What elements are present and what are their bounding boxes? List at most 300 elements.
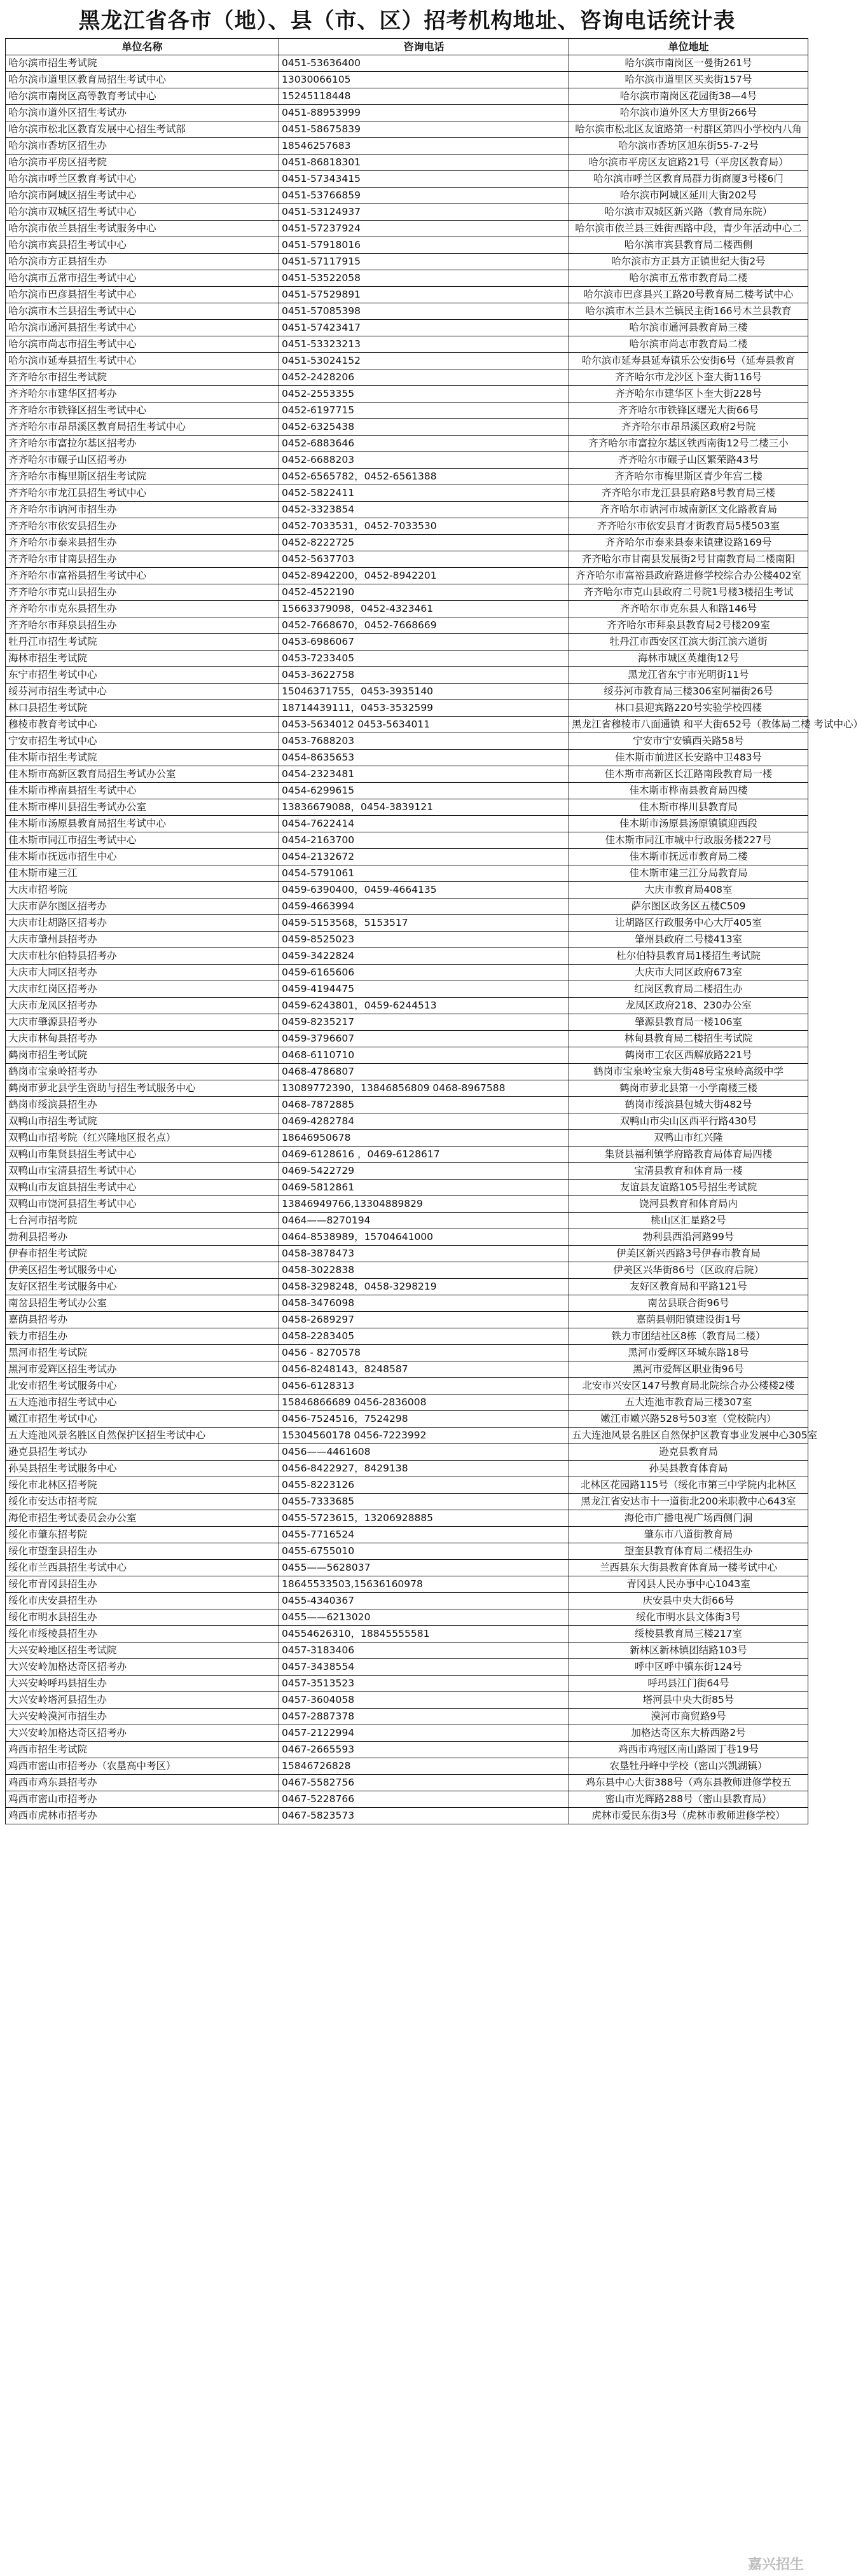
row-unit-name: 嘉荫县招考办 bbox=[6, 1312, 279, 1328]
table-row bbox=[6, 1361, 808, 1378]
header-phone: 咨询电话 bbox=[279, 39, 569, 55]
row-unit-name: 鸡西市招生考试院 bbox=[6, 1742, 279, 1758]
row-address: 塔河县中央大街85号 bbox=[569, 1692, 808, 1709]
row-phone: 0457-3513523 bbox=[279, 1676, 569, 1692]
row-unit-name: 大庆市林甸县招考办 bbox=[6, 1031, 279, 1047]
row-address: 哈尔滨市依兰县三姓街西路中段，青少年活动中心二 bbox=[569, 221, 808, 237]
table-row bbox=[6, 684, 808, 700]
row-address: 黑河市爱辉区职业街96号 bbox=[569, 1361, 808, 1378]
row-phone: 15846726828 bbox=[279, 1758, 569, 1775]
row-phone: 0452-6197715 bbox=[279, 403, 569, 419]
row-phone: 0451-57085398 bbox=[279, 303, 569, 320]
row-phone: 0468-7872885 bbox=[279, 1097, 569, 1113]
table-row bbox=[6, 237, 808, 254]
row-phone: 0452-5822411 bbox=[279, 485, 569, 502]
row-phone: 0468-6110710 bbox=[279, 1047, 569, 1064]
table-row bbox=[6, 204, 808, 221]
row-unit-name: 双鸭山市饶河县招生考试中心 bbox=[6, 1196, 279, 1213]
row-phone: 0458-3298248，0458-3298219 bbox=[279, 1279, 569, 1295]
row-unit-name: 哈尔滨市道外区招生考试办 bbox=[6, 105, 279, 121]
row-address: 绥化市明水县文体街3号 bbox=[569, 1609, 808, 1626]
row-unit-name: 大庆市肇源县招考办 bbox=[6, 1014, 279, 1031]
row-address: 北林区花园路115号（绥化市第三中学院内北林区 bbox=[569, 1477, 808, 1494]
row-phone: 0451-53522058 bbox=[279, 270, 569, 287]
row-address: 伊美区新兴西路3号伊春市教育局 bbox=[569, 1246, 808, 1262]
row-phone: 0459-6243801，0459-6244513 bbox=[279, 998, 569, 1014]
table-row bbox=[6, 535, 808, 551]
row-address: 齐齐哈尔市龙江县县府路8号教育局三楼 bbox=[569, 485, 808, 502]
row-address: 五大连池风景名胜区自然保护区教育事业发展中心305室 bbox=[569, 1428, 808, 1444]
row-address: 哈尔滨市阿城区延川大街202号 bbox=[569, 188, 808, 204]
row-unit-name: 齐齐哈尔市富拉尔基区招考办 bbox=[6, 436, 279, 452]
table-row bbox=[6, 88, 808, 105]
row-phone: 0455——5628037 bbox=[279, 1560, 569, 1576]
row-phone: 0459-6165606 bbox=[279, 965, 569, 981]
row-address: 杜尔伯特县教育局1楼招生考试院 bbox=[569, 948, 808, 965]
table-row bbox=[6, 469, 808, 485]
row-unit-name: 齐齐哈尔市克山县招生办 bbox=[6, 584, 279, 601]
row-address: 哈尔滨市平房区友谊路21号（平房区教育局） bbox=[569, 155, 808, 171]
table-row bbox=[6, 1428, 808, 1444]
table-row bbox=[6, 915, 808, 932]
row-phone: 0467-5823573 bbox=[279, 1808, 569, 1824]
row-address: 望奎县教育体育局二楼招生办 bbox=[569, 1543, 808, 1560]
table-row bbox=[6, 1527, 808, 1543]
row-address: 鸡西市鸡冠区南山路园丁巷19号 bbox=[569, 1742, 808, 1758]
row-phone: 0467-2665593 bbox=[279, 1742, 569, 1758]
watermark-logo: 嘉兴招生 bbox=[747, 2557, 804, 2573]
row-phone: 0464——8270194 bbox=[279, 1213, 569, 1229]
table-row bbox=[6, 1279, 808, 1295]
table-row bbox=[6, 155, 808, 171]
table-row bbox=[6, 138, 808, 155]
table-row bbox=[6, 1791, 808, 1808]
row-phone: 0451-57918016 bbox=[279, 237, 569, 254]
table-row bbox=[6, 1510, 808, 1527]
row-phone: 0454-8635653 bbox=[279, 750, 569, 766]
row-phone: 0457-2122994 bbox=[279, 1725, 569, 1742]
row-phone: 13089772390，13846856809 0468-8967588 bbox=[279, 1080, 569, 1097]
row-address: 鹤岗市宝泉岭宝泉大街48号宝泉岭高级中学 bbox=[569, 1064, 808, 1080]
row-unit-name: 哈尔滨市尚志市招生考试中心 bbox=[6, 336, 279, 353]
row-address: 佳木斯市汤原县汤原镇镇迎西段 bbox=[569, 816, 808, 832]
row-unit-name: 大兴安岭塔河县招生办 bbox=[6, 1692, 279, 1709]
row-phone: 0452-2428206 bbox=[279, 369, 569, 386]
row-unit-name: 齐齐哈尔市梅里斯区招生考试院 bbox=[6, 469, 279, 485]
row-phone: 0456——4461608 bbox=[279, 1444, 569, 1461]
row-address: 庆安县中央大街66号 bbox=[569, 1593, 808, 1609]
table-row bbox=[6, 1328, 808, 1345]
row-phone: 0454-5791061 bbox=[279, 865, 569, 882]
row-address: 哈尔滨市通河县教育局三楼 bbox=[569, 320, 808, 336]
row-address: 哈尔滨市五常市教育局二楼 bbox=[569, 270, 808, 287]
row-address: 呼中区呼中镇东街124号 bbox=[569, 1659, 808, 1676]
row-phone: 0458-2283405 bbox=[279, 1328, 569, 1345]
row-unit-name: 勃利县招考办 bbox=[6, 1229, 279, 1246]
row-unit-name: 鹤岗市萝北县学生资助与招生考试服务中心 bbox=[6, 1080, 279, 1097]
row-unit-name: 海伦市招生考试委员会办公室 bbox=[6, 1510, 279, 1527]
table-row bbox=[6, 1659, 808, 1676]
table-row bbox=[6, 1295, 808, 1312]
table-row bbox=[6, 419, 808, 436]
row-phone: 0452-2553355 bbox=[279, 386, 569, 403]
row-phone: 0456-8248143，8248587 bbox=[279, 1361, 569, 1378]
row-address: 鹤岗市工农区西解放路221号 bbox=[569, 1047, 808, 1064]
row-unit-name: 齐齐哈尔市讷河市招生办 bbox=[6, 502, 279, 518]
table-row bbox=[6, 948, 808, 965]
table-row bbox=[6, 1395, 808, 1411]
row-address: 齐齐哈尔市泰来县泰来镇建设路169号 bbox=[569, 535, 808, 551]
table-row bbox=[6, 1742, 808, 1758]
row-unit-name: 双鸭山市集贤县招生考试中心 bbox=[6, 1147, 279, 1163]
table-row bbox=[6, 551, 808, 568]
row-phone: 0458-3878473 bbox=[279, 1246, 569, 1262]
table-row bbox=[6, 1543, 808, 1560]
row-unit-name: 齐齐哈尔市龙江县招生考试中心 bbox=[6, 485, 279, 502]
row-address: 鸡东县中心大街388号（鸡东县教师进修学校五 bbox=[569, 1775, 808, 1791]
row-address: 哈尔滨市宾县教育局二楼西侧 bbox=[569, 237, 808, 254]
table-row bbox=[6, 1626, 808, 1643]
row-unit-name: 绥化市绥棱县招生办 bbox=[6, 1626, 279, 1643]
row-unit-name: 伊春市招生考试院 bbox=[6, 1246, 279, 1262]
row-unit-name: 大庆市招考院 bbox=[6, 882, 279, 899]
row-unit-name: 哈尔滨市阿城区招生考试中心 bbox=[6, 188, 279, 204]
row-unit-name: 哈尔滨市巴彦县招生考试中心 bbox=[6, 287, 279, 303]
row-phone: 0459-3796607 bbox=[279, 1031, 569, 1047]
table-row bbox=[6, 965, 808, 981]
row-unit-name: 哈尔滨市香坊区招生办 bbox=[6, 138, 279, 155]
row-phone: 0453-7233405 bbox=[279, 651, 569, 667]
row-unit-name: 齐齐哈尔市招生考试院 bbox=[6, 369, 279, 386]
row-phone: 0455-5723615，13206928885 bbox=[279, 1510, 569, 1527]
row-phone: 0451-57529891 bbox=[279, 287, 569, 303]
table-row bbox=[6, 320, 808, 336]
row-phone: 0454-6299615 bbox=[279, 783, 569, 799]
row-address: 伊美区兴华街86号（区政府后院） bbox=[569, 1262, 808, 1279]
row-unit-name: 大庆市让胡路区招考办 bbox=[6, 915, 279, 932]
table-row bbox=[6, 865, 808, 882]
table-row bbox=[6, 105, 808, 121]
row-unit-name: 齐齐哈尔市富裕县招生考试中心 bbox=[6, 568, 279, 584]
row-address: 宝清县教育和体育局一楼 bbox=[569, 1163, 808, 1180]
table-row bbox=[6, 1262, 808, 1279]
table-row bbox=[6, 518, 808, 535]
row-unit-name: 鸡西市虎林市招考办 bbox=[6, 1808, 279, 1824]
table-row bbox=[6, 502, 808, 518]
table-row bbox=[6, 733, 808, 750]
row-address: 勃利县西沿河路99号 bbox=[569, 1229, 808, 1246]
row-unit-name: 绥化市兰西县招生考试中心 bbox=[6, 1560, 279, 1576]
table-row bbox=[6, 1444, 808, 1461]
row-phone: 0456-8422927，8429138 bbox=[279, 1461, 569, 1477]
row-unit-name: 牡丹江市招生考试院 bbox=[6, 634, 279, 651]
row-address: 哈尔滨市道里区买卖街157号 bbox=[569, 72, 808, 88]
row-address: 哈尔滨市香坊区旭东街55-7-2号 bbox=[569, 138, 808, 155]
table-row bbox=[6, 171, 808, 188]
row-unit-name: 孙吴县招生考试服务中心 bbox=[6, 1461, 279, 1477]
row-unit-name: 双鸭山市友谊县招生考试中心 bbox=[6, 1180, 279, 1196]
table-row bbox=[6, 783, 808, 799]
table-row bbox=[6, 1246, 808, 1262]
row-unit-name: 齐齐哈尔市泰来县招生办 bbox=[6, 535, 279, 551]
row-unit-name: 大兴安岭漠河市招生办 bbox=[6, 1709, 279, 1725]
table-row bbox=[6, 601, 808, 617]
table-row bbox=[6, 1676, 808, 1692]
row-address: 林口县迎宾路220号实验学校四楼 bbox=[569, 700, 808, 717]
row-address: 佳木斯市桦川县教育局 bbox=[569, 799, 808, 816]
table-row bbox=[6, 336, 808, 353]
table-row bbox=[6, 1196, 808, 1213]
row-phone: 0453-7688203 bbox=[279, 733, 569, 750]
row-address: 齐齐哈尔市铁锋区曙光大街66号 bbox=[569, 403, 808, 419]
row-address: 齐齐哈尔市龙沙区卜奎大街116号 bbox=[569, 369, 808, 386]
row-phone: 18546257683 bbox=[279, 138, 569, 155]
table-row bbox=[6, 1692, 808, 1709]
row-unit-name: 南岔县招生考试办公室 bbox=[6, 1295, 279, 1312]
row-unit-name: 铁力市招生办 bbox=[6, 1328, 279, 1345]
table-row bbox=[6, 1097, 808, 1113]
row-phone: 15304560178 0456-7223992 bbox=[279, 1428, 569, 1444]
row-phone: 0451-88953999 bbox=[279, 105, 569, 121]
row-phone: 04554626310，18845555581 bbox=[279, 1626, 569, 1643]
row-unit-name: 穆棱市教育考试中心 bbox=[6, 717, 279, 733]
table-row bbox=[6, 1775, 808, 1791]
row-unit-name: 鸡西市密山市招考办 bbox=[6, 1791, 279, 1808]
row-address: 哈尔滨市南岗区花园街38—4号 bbox=[569, 88, 808, 105]
table-row bbox=[6, 1461, 808, 1477]
row-address: 哈尔滨市南岗区一曼街261号 bbox=[569, 55, 808, 72]
row-phone: 0452-8942200，0452-8942201 bbox=[279, 568, 569, 584]
row-phone: 0452-4522190 bbox=[279, 584, 569, 601]
row-phone: 0459-5153568，5153517 bbox=[279, 915, 569, 932]
row-unit-name: 哈尔滨市招生考试院 bbox=[6, 55, 279, 72]
row-phone: 0459-3422824 bbox=[279, 948, 569, 965]
row-unit-name: 双鸭山市招考院（红兴隆地区报名点） bbox=[6, 1130, 279, 1147]
row-address: 海林市城区英雄街12号 bbox=[569, 651, 808, 667]
table-row bbox=[6, 651, 808, 667]
row-address: 佳木斯市桦南县教育局四楼 bbox=[569, 783, 808, 799]
table-row bbox=[6, 1014, 808, 1031]
table-row bbox=[6, 832, 808, 849]
table-row bbox=[6, 1576, 808, 1593]
row-unit-name: 绥化市青冈县招生办 bbox=[6, 1576, 279, 1593]
table-row bbox=[6, 717, 808, 733]
row-unit-name: 鹤岗市绥滨县招生办 bbox=[6, 1097, 279, 1113]
row-unit-name: 绥化市肇东招考院 bbox=[6, 1527, 279, 1543]
row-unit-name: 哈尔滨市平房区招考院 bbox=[6, 155, 279, 171]
row-phone: 15245118448 bbox=[279, 88, 569, 105]
row-phone: 0456 - 8270578 bbox=[279, 1345, 569, 1361]
row-phone: 0451-53323213 bbox=[279, 336, 569, 353]
row-unit-name: 大庆市萨尔图区招考办 bbox=[6, 899, 279, 915]
table-row bbox=[6, 617, 808, 634]
row-address: 饶河县教育和体育局内 bbox=[569, 1196, 808, 1213]
row-unit-name: 东宁市招生考试中心 bbox=[6, 667, 279, 684]
table-row bbox=[6, 1163, 808, 1180]
row-address: 肇源县教育局一楼106室 bbox=[569, 1014, 808, 1031]
row-phone: 0452-7033531，0452-7033530 bbox=[279, 518, 569, 535]
table-row bbox=[6, 1080, 808, 1097]
row-phone: 0457-3438554 bbox=[279, 1659, 569, 1676]
row-address: 鹤岗市绥滨县包城大街482号 bbox=[569, 1097, 808, 1113]
row-unit-name: 大庆市杜尔伯特县招考办 bbox=[6, 948, 279, 965]
row-address: 哈尔滨市道外区大方里街266号 bbox=[569, 105, 808, 121]
row-address: 加格达奇区东大桥西路2号 bbox=[569, 1725, 808, 1742]
row-phone: 0459-8235217 bbox=[279, 1014, 569, 1031]
row-phone: 0456-7524516，7524298 bbox=[279, 1411, 569, 1428]
row-address: 齐齐哈尔市碾子山区繁荣路43号 bbox=[569, 452, 808, 469]
table-row bbox=[6, 700, 808, 717]
row-phone: 0458-3022838 bbox=[279, 1262, 569, 1279]
row-address: 齐齐哈尔市富裕县政府路进修学校综合办公楼402室 bbox=[569, 568, 808, 584]
row-address: 嘉荫县朝阳镇建设街1号 bbox=[569, 1312, 808, 1328]
row-phone: 0453-3622758 bbox=[279, 667, 569, 684]
row-phone: 0455-7333685 bbox=[279, 1494, 569, 1510]
row-address: 宁安市宁安镇西关路58号 bbox=[569, 733, 808, 750]
table-row bbox=[6, 981, 808, 998]
table-row bbox=[6, 369, 808, 386]
header-row bbox=[6, 39, 808, 55]
row-address: 哈尔滨市尚志市教育局二楼 bbox=[569, 336, 808, 353]
row-address: 五大连池市教育局三楼307室 bbox=[569, 1395, 808, 1411]
table-row bbox=[6, 221, 808, 237]
row-phone: 0467-5582756 bbox=[279, 1775, 569, 1791]
row-unit-name: 鸡西市鸡东县招考办 bbox=[6, 1775, 279, 1791]
row-address: 铁力市团结社区8栋（教育局二楼） bbox=[569, 1328, 808, 1345]
row-unit-name: 大庆市龙凤区招考办 bbox=[6, 998, 279, 1014]
row-address: 孙吴县教育体育局 bbox=[569, 1461, 808, 1477]
row-unit-name: 哈尔滨市南岗区高等教育考试中心 bbox=[6, 88, 279, 105]
table-row bbox=[6, 816, 808, 832]
row-phone: 0452-6565782，0452-6561388 bbox=[279, 469, 569, 485]
row-address: 牡丹江市西安区江滨大街江滨六道街 bbox=[569, 634, 808, 651]
row-unit-name: 哈尔滨市方正县招生办 bbox=[6, 254, 279, 270]
table-row bbox=[6, 1147, 808, 1163]
row-phone: 0459-4663994 bbox=[279, 899, 569, 915]
row-unit-name: 哈尔滨市松北区教育发展中心招生考试部 bbox=[6, 121, 279, 138]
table-body bbox=[6, 55, 863, 1824]
table-row bbox=[6, 436, 808, 452]
row-address: 齐齐哈尔市拜泉县教育局2号楼209室 bbox=[569, 617, 808, 634]
row-unit-name: 鹤岗市招生考试院 bbox=[6, 1047, 279, 1064]
row-phone: 18645533503,15636160978 bbox=[279, 1576, 569, 1593]
row-address: 林甸县教育局二楼招生考试院 bbox=[569, 1031, 808, 1047]
row-phone: 18646950678 bbox=[279, 1130, 569, 1147]
table-row bbox=[6, 121, 808, 138]
row-address: 佳木斯市建三江分局教育局 bbox=[569, 865, 808, 882]
row-unit-name: 齐齐哈尔市依安县招生办 bbox=[6, 518, 279, 535]
table-row bbox=[6, 1709, 808, 1725]
row-phone: 15663379098，0452-4323461 bbox=[279, 601, 569, 617]
row-address: 哈尔滨市方正县方正镇世纪大街2号 bbox=[569, 254, 808, 270]
document-title: 黑龙江省各市（地）、县（市、区）招考机构地址、咨询电话统计表 bbox=[78, 8, 736, 34]
row-phone: 0453-6986067 bbox=[279, 634, 569, 651]
table-row bbox=[6, 386, 808, 403]
row-address: 友好区教育局和平路121号 bbox=[569, 1279, 808, 1295]
row-unit-name: 绥化市望奎县招生办 bbox=[6, 1543, 279, 1560]
row-phone: 0452-6688203 bbox=[279, 452, 569, 469]
row-address: 呼玛县江门街64号 bbox=[569, 1676, 808, 1692]
row-address: 哈尔滨市双城区新兴路（教育局东院） bbox=[569, 204, 808, 221]
row-unit-name: 宁安市招生考试中心 bbox=[6, 733, 279, 750]
row-address: 让胡路区行政服务中心大厅405室 bbox=[569, 915, 808, 932]
row-phone: 0452-7668670，0452-7668669 bbox=[279, 617, 569, 634]
row-unit-name: 嫩江市招生考试中心 bbox=[6, 1411, 279, 1428]
row-phone: 0468-4786807 bbox=[279, 1064, 569, 1080]
table-row bbox=[6, 568, 808, 584]
table-row bbox=[6, 1213, 808, 1229]
row-phone: 0453-5634012 0453-5634011 bbox=[279, 717, 569, 733]
row-unit-name: 佳木斯市桦川县招生考试办公室 bbox=[6, 799, 279, 816]
table-row bbox=[6, 353, 808, 369]
row-phone: 0451-57117915 bbox=[279, 254, 569, 270]
row-unit-name: 友好区招生考试服务中心 bbox=[6, 1279, 279, 1295]
table-row bbox=[6, 485, 808, 502]
row-phone: 0452-3323854 bbox=[279, 502, 569, 518]
row-unit-name: 双鸭山市招生考试院 bbox=[6, 1113, 279, 1130]
row-address: 黑龙江省安达市十一道街北200米职教中心643室 bbox=[569, 1494, 808, 1510]
row-address: 佳木斯市高新区长江路南段教育局一楼 bbox=[569, 766, 808, 783]
table-row bbox=[6, 766, 808, 783]
row-phone: 0459-4194475 bbox=[279, 981, 569, 998]
table-row bbox=[6, 849, 808, 865]
row-phone: 0459-6390400，0459-4664135 bbox=[279, 882, 569, 899]
row-unit-name: 大庆市红岗区招考办 bbox=[6, 981, 279, 998]
row-phone: 0451-53124937 bbox=[279, 204, 569, 221]
row-address: 齐齐哈尔市梅里斯区青少年宫二楼 bbox=[569, 469, 808, 485]
row-address: 齐齐哈尔市讷河市城南新区文化路教育局 bbox=[569, 502, 808, 518]
row-address: 农垦牡丹峰中学校（密山兴凯湖镇） bbox=[569, 1758, 808, 1775]
row-unit-name: 七台河市招考院 bbox=[6, 1213, 279, 1229]
row-address: 萨尔图区政务区五楼C509 bbox=[569, 899, 808, 915]
row-address: 齐齐哈尔市克东县人和路146号 bbox=[569, 601, 808, 617]
table-row bbox=[6, 452, 808, 469]
contact-table bbox=[5, 38, 863, 1824]
row-unit-name: 五大连池风景名胜区自然保护区招生考试中心 bbox=[6, 1428, 279, 1444]
table-row bbox=[6, 799, 808, 816]
row-unit-name: 佳木斯市高新区教育局招生考试办公室 bbox=[6, 766, 279, 783]
row-phone: 0454-2132672 bbox=[279, 849, 569, 865]
row-unit-name: 哈尔滨市双城区招生考试中心 bbox=[6, 204, 279, 221]
row-unit-name: 哈尔滨市通河县招生考试中心 bbox=[6, 320, 279, 336]
table-row bbox=[6, 303, 808, 320]
table-row bbox=[6, 1180, 808, 1196]
row-phone: 0454-2163700 bbox=[279, 832, 569, 849]
table-row bbox=[6, 1609, 808, 1626]
table-row bbox=[6, 1047, 808, 1064]
row-address: 黑龙江省穆棱市八面通镇 和平大街652号（教体局二楼 考试中心） bbox=[569, 717, 808, 733]
row-unit-name: 齐齐哈尔市拜泉县招生办 bbox=[6, 617, 279, 634]
row-phone: 0451-53636400 bbox=[279, 55, 569, 72]
row-unit-name: 大兴安岭加格达奇区招考办 bbox=[6, 1659, 279, 1676]
row-unit-name: 大庆市大同区招考办 bbox=[6, 965, 279, 981]
row-address: 佳木斯市抚远市教育局二楼 bbox=[569, 849, 808, 865]
row-address: 海伦市广播电视广场西侧门洞 bbox=[569, 1510, 808, 1527]
table-row bbox=[6, 1312, 808, 1328]
row-unit-name: 绥芬河市招生考试中心 bbox=[6, 684, 279, 700]
row-address: 新林区新林镇团结路103号 bbox=[569, 1643, 808, 1659]
row-phone: 0454-2323481 bbox=[279, 766, 569, 783]
row-phone: 0455-8223126 bbox=[279, 1477, 569, 1494]
row-address: 兰西县东大街县教育体育局一楼考试中心 bbox=[569, 1560, 808, 1576]
row-phone: 0469-6128616 ，0469-6128617 bbox=[279, 1147, 569, 1163]
row-address: 黑龙江省东宁市光明街11号 bbox=[569, 667, 808, 684]
row-unit-name: 哈尔滨市木兰县招生考试中心 bbox=[6, 303, 279, 320]
row-address: 齐齐哈尔市昂昂溪区政府2号院 bbox=[569, 419, 808, 436]
row-address: 佳木斯市前进区长安路中卫483号 bbox=[569, 750, 808, 766]
row-phone: 0457-3604058 bbox=[279, 1692, 569, 1709]
row-phone: 0464-8538989，15704641000 bbox=[279, 1229, 569, 1246]
